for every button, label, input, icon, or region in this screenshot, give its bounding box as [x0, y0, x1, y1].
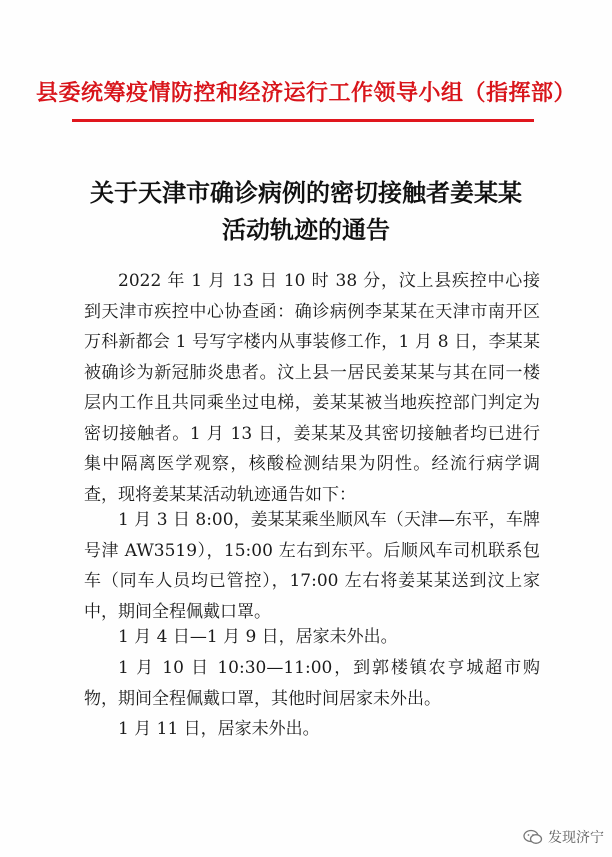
watermark: [523, 827, 604, 847]
document-title-line-2: 活动轨迹的通告: [222, 216, 390, 244]
body-paragraph-jan11: 1 月 11 日，居家未外出。: [118, 719, 320, 739]
organization-header: 县委统筹疫情防控和经济运行工作领导小组（指挥部）: [35, 80, 576, 106]
document-title-line-1: 关于天津市确诊病例的密切接触者姜某某: [90, 179, 522, 207]
body-paragraph-intro: 2022 年 1 月 13 日 10 时 38 分，汶上县疾控中心接到天津市疾控中心协查函：确诊病例李某某在天津市南开区万科新都会 1 号写字楼内从事装修工作，1 月 8 日，李某某被确诊为新冠肺炎患者。汶上县一居民姜某某与其在同一楼层内工作且共同乘坐过电梯，姜某某被当地疾控部门判定为密切接触者。1 月 13 日，姜某某及其密切接触者均已进行集中隔离医学观察，核酸检测结果为阴性。经流行病学调查，现将姜某某活动轨迹通告如下：: [84, 271, 540, 505]
watermark-text: 发现济宁: [548, 830, 604, 846]
wechat-icon: [523, 829, 543, 845]
body-paragraph-jan3: 1 月 3 日 8:00，姜某某乘坐顺风车（天津—东平，车牌号津 AW3519），15:00 左右到东平。后顺风车司机联系包车（同车人员均已管控），17:00 左右将姜某某送到汶上家中，期间全程佩戴口罩。: [84, 510, 540, 622]
red-divider-rule: [72, 119, 534, 122]
body-paragraph-jan10: 1 月 10 日 10:30—11:00，到郭楼镇农亨城超市购物，期间全程佩戴口罩，其他时间居家未外出。: [84, 658, 540, 709]
body-paragraph-jan4-9: 1 月 4 日—1 月 9 日，居家未外出。: [118, 627, 398, 647]
